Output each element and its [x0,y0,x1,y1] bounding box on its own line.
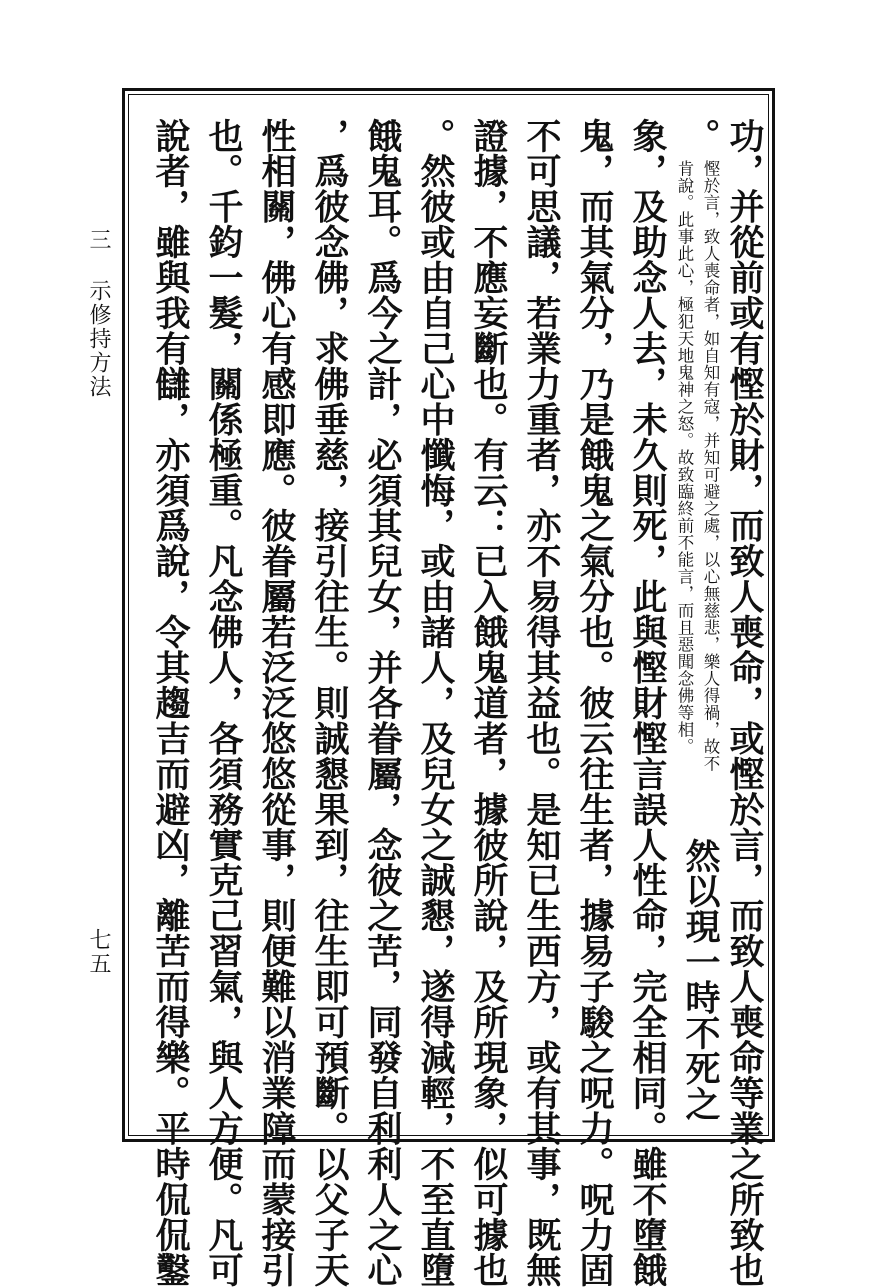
text-column: 證據，不應妄斷也。有云：已入餓鬼道者，據彼所說，及所現象，似可據也 [468,118,509,1288]
page-number: 七五 [86,928,111,976]
text-column: 性相關，佛心有感即應。彼眷屬若泛泛悠悠從事，則便難以消業障而蒙接引 [256,118,297,1288]
annotation-line: 肯說。此事此心，極犯天地鬼神之怒。故致臨終前不能言，而且惡聞念佛等相。 [675,160,694,755]
text-column: 。 [680,118,721,154]
text-column: 餓鬼耳。爲今之計，必須其兒女，并各眷屬，念彼之苦，同發自利利人之心 [362,118,403,1288]
text-column: ，爲彼念佛，求佛垂慈，接引往生。則誠懇果到，往生即可預斷。以父子天 [309,118,350,1288]
annotation-line: 慳於言，致人喪命者，如自知有寇，并知可避之處，以心無慈悲，樂人得禍，故不 [701,160,720,772]
running-title: 三 示修持方法 [86,228,111,399]
text-column: 說者，雖與我有讎，亦須爲說，令其趨吉而避凶，離苦而得樂。平時侃侃鑿 [150,118,191,1288]
text-column: 鬼，而其氣分，乃是餓鬼之氣分也。彼云往生者，據易子駿之呪力。呪力固 [574,118,615,1288]
text-column: 功，并從前或有慳於財，而致人喪命，或慳於言，而致人喪命等業之所致也 [724,118,765,1288]
text-column: 象，及助念人去，未久則死，此與慳財慳言誤人性命，完全相同。雖不墮餓 [627,118,668,1288]
text-column: 也。千鈞一髮，關係極重。凡念佛人，各須務實克己習氣，與人方便。凡可 [203,118,244,1288]
text-column: 然以現一時不死之 [680,838,721,1122]
text-column: 不可思議，若業力重者，亦不易得其益也。是知已生西方，或有其事，既無 [521,118,562,1288]
text-column: 。然彼或由自己心中懺悔，或由諸人，及兒女之誠懇，遂得減輕，不至直墮 [415,118,456,1288]
